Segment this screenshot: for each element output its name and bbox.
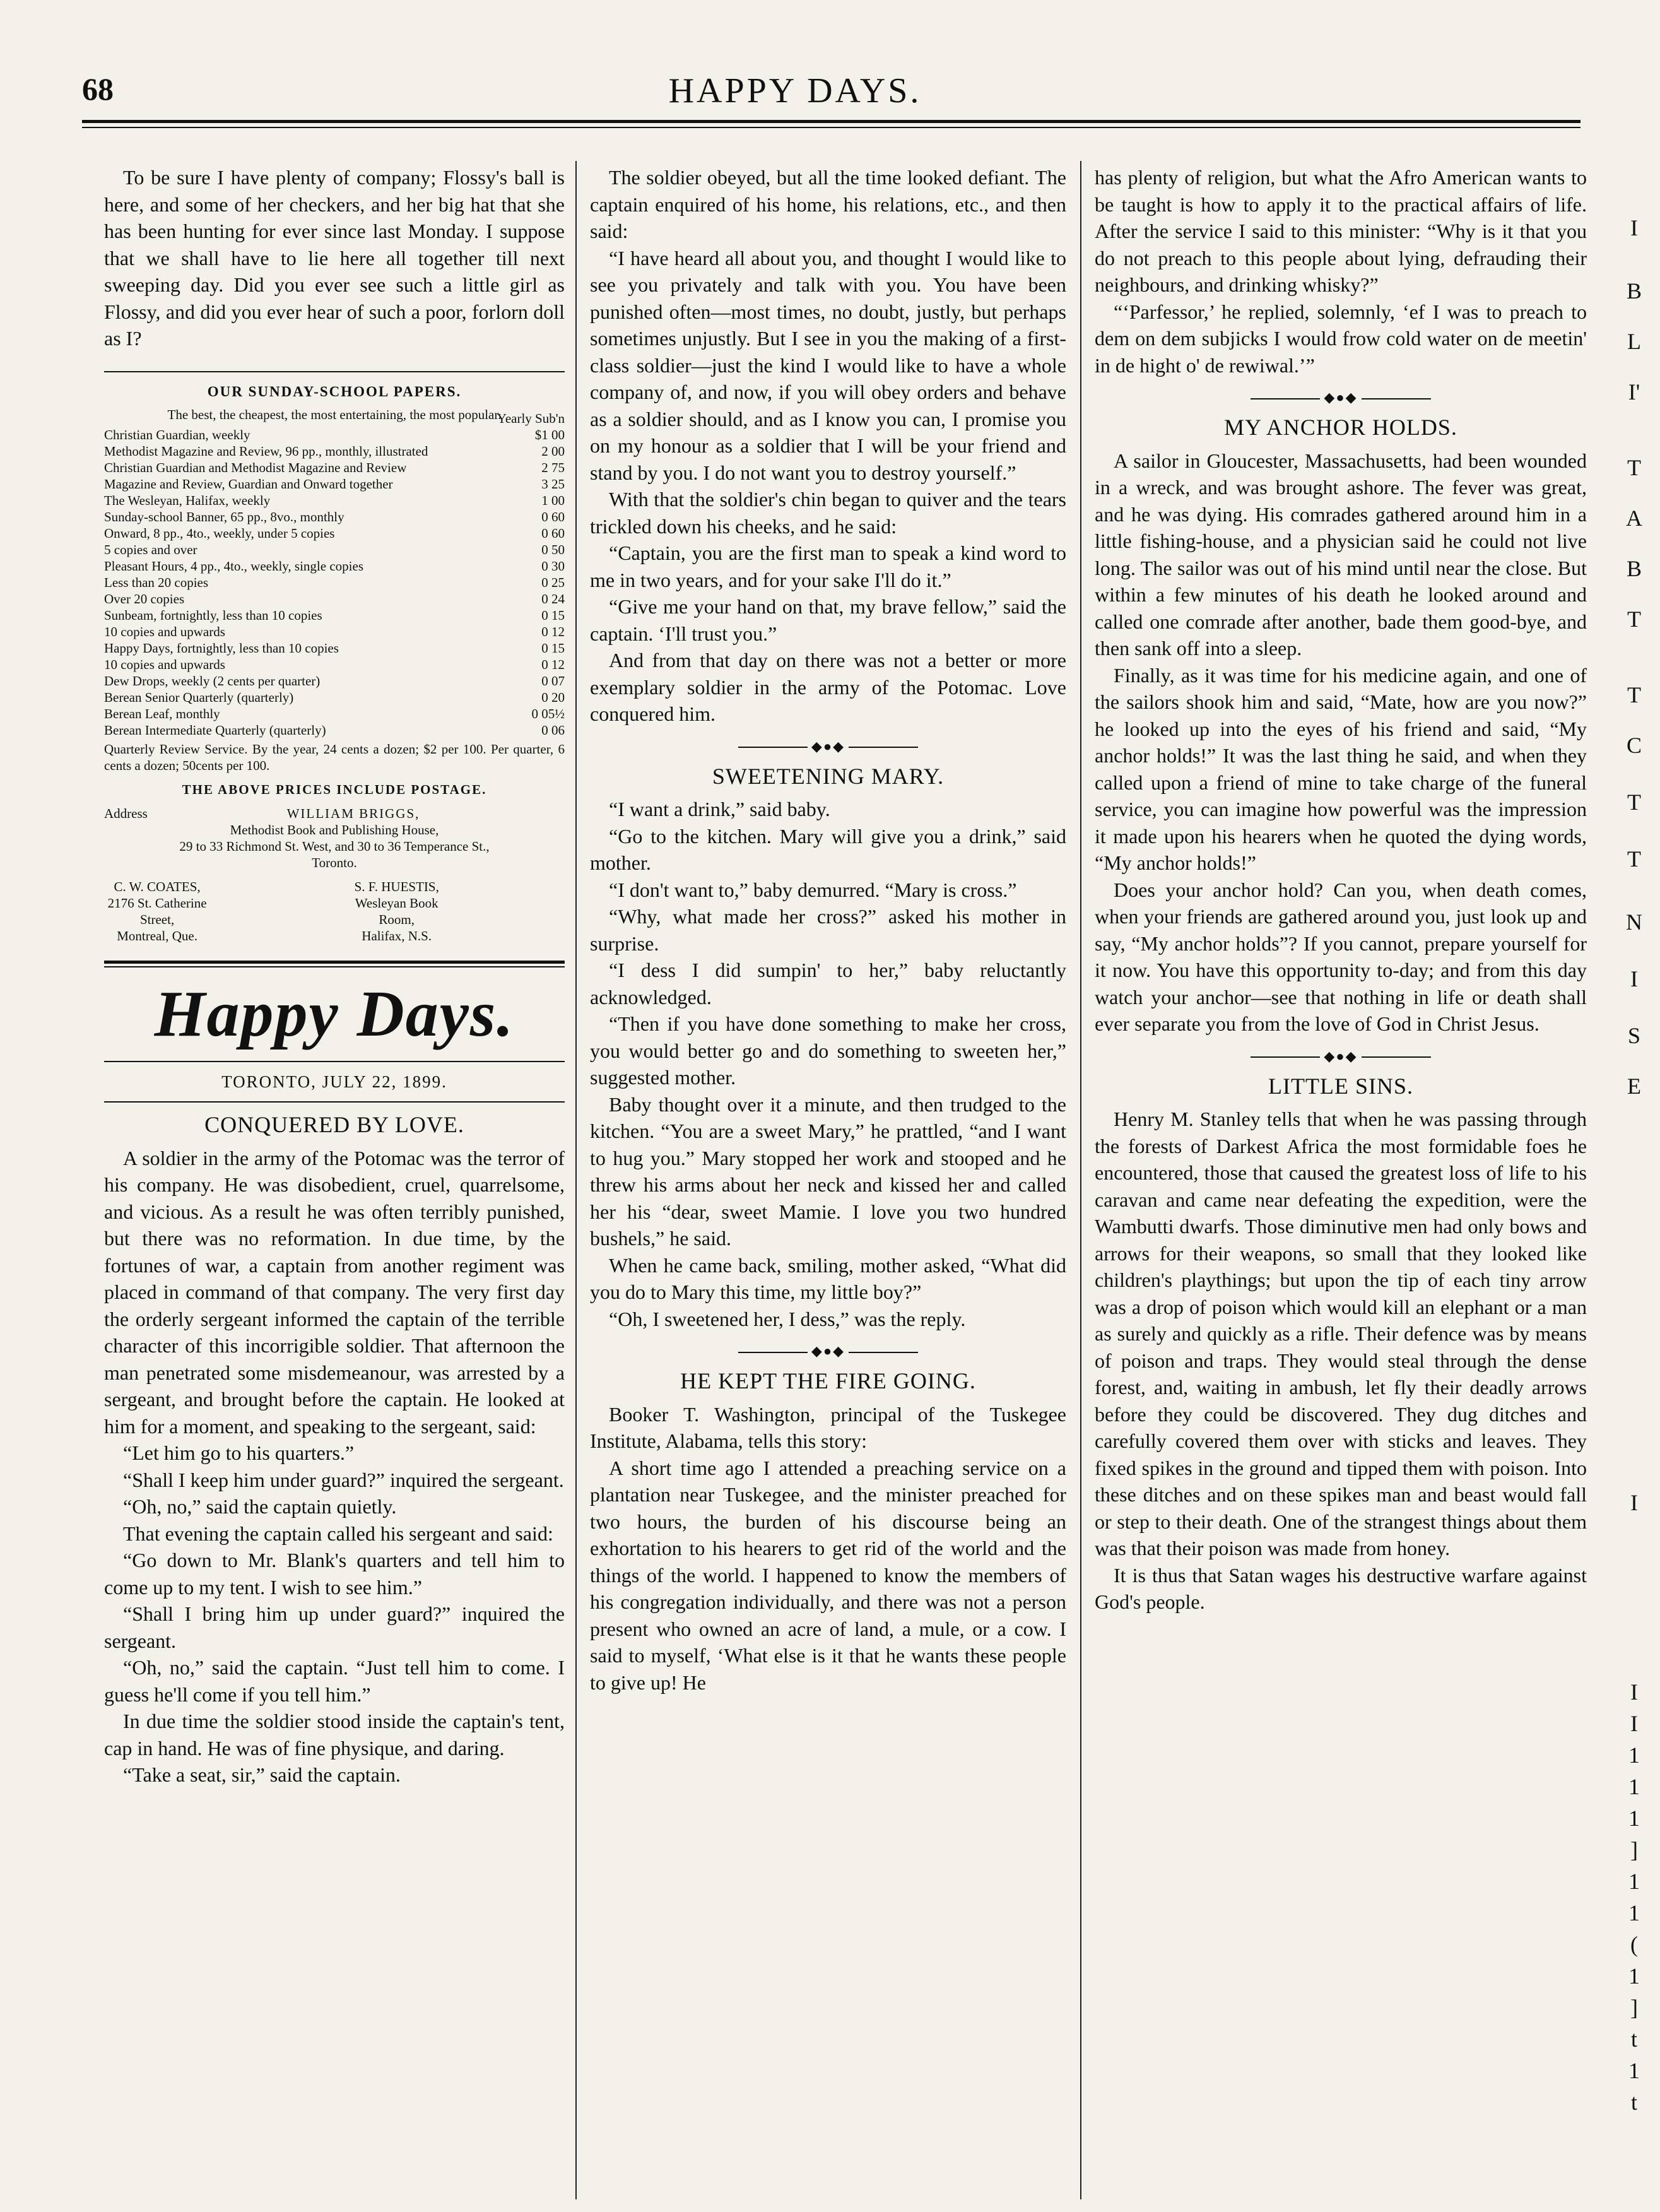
margin-letter: T: [1627, 455, 1641, 480]
paper-price: 0 24: [541, 591, 565, 606]
paper-price: 0 50: [541, 541, 565, 557]
section-divider: ◆●◆: [1095, 1049, 1587, 1064]
margin-letter: I: [1630, 966, 1638, 991]
paper-name: The Wesleyan, Halifax, weekly: [104, 492, 271, 508]
price-row: [104, 624, 565, 640]
paragraph: Finally, as it was time for his medicine again, and one of the sailors shook him and said, “Mate, how are you now?” he looked up into the eyes of his friend and said, “My anchor holds!” It was the last thing he said, and when they called upon a friend of mine to take charge of the funeral service, you can imagine how powerful was the impression it made upon his hearers when he quoted the dying words, “My anchor holds!”: [1095, 663, 1587, 874]
paragraph: Booker T. Washington, principal of the Tuskegee Institute, Alabama, tells this story:: [590, 1402, 1066, 1452]
paragraph: “I want a drink,” said baby.: [609, 798, 830, 820]
paper-name: Less than 20 copies: [104, 574, 209, 590]
price-row: [104, 591, 565, 607]
paper-price: 0 06: [541, 722, 565, 738]
paragraph: “Give me your hand on that, my brave fellow,” said the captain. ‘I'll trust you.”: [590, 595, 1066, 645]
paper-price: 3 25: [541, 476, 565, 492]
paragraph: “I dess I did sumpin' to her,” baby reluctantly acknowledged.: [590, 959, 1066, 1008]
publisher-address: [104, 805, 565, 871]
paragraph: With that the soldier's chin began to quiver and the tears trickled down his cheeks, and he said:: [590, 488, 1066, 538]
margin-letter: ]: [1630, 1995, 1638, 2020]
margin-letter: N: [1626, 909, 1642, 935]
margin-letter: 1: [1628, 1742, 1640, 1768]
paragraph: “Oh, no,” said the captain. “Just tell him to come. I guess he'll come if you tell him.”: [104, 1656, 565, 1706]
paragraph: “I don't want to,” baby demurred. “Mary is cross.”: [609, 878, 1017, 901]
margin-letter: t: [1630, 2090, 1637, 2115]
paragraph: A short time ago I attended a preaching service on a plantation near Tuskegee, and the minister preached for two hours, the burden of his discourse being an exhortation to his hearers to get rid of the world and the things of the world. I happened to know the members of his congregation individually, and there was not a person present who owned an acre of land, a mule, or a cow. I said to myself, ‘What else is it that he wants these people to give up! He: [590, 1456, 1066, 1694]
margin-letter: I': [1628, 379, 1640, 405]
paragraph: It is thus that Satan wages his destructive warfare against God's people.: [1095, 1563, 1587, 1613]
paper-name: Christian Guardian, weekly: [104, 427, 250, 442]
fire-going-title: HE KEPT THE FIRE GOING.: [680, 1368, 976, 1393]
paragraph: “Go to the kitchen. Mary will give you a drink,” said mother.: [590, 824, 1066, 874]
sweetening-mary-title: SWEETENING MARY.: [712, 763, 945, 789]
column-1: [104, 164, 565, 1789]
paper-price: 2 75: [541, 459, 565, 475]
margin-letter: I: [1630, 1679, 1638, 1705]
price-row: [104, 574, 565, 591]
header-rule: [82, 120, 1581, 128]
paragraph: In due time the soldier stood inside the captain's tent, cap in hand. He was of fine physique, and daring.: [104, 1710, 565, 1760]
paper-name: Happy Days, fortnightly, less than 10 copies: [104, 640, 339, 656]
address-label: Address: [104, 805, 148, 821]
paragraph: “Oh, no,” said the captain quietly.: [123, 1495, 397, 1518]
agent-line: Wesleyan Book Room,: [355, 895, 439, 927]
paper-price: 0 25: [541, 574, 565, 590]
agent-line: S. F. HUESTIS,: [354, 878, 439, 894]
margin-letter: (: [1630, 1932, 1638, 1957]
section-divider: ◆●◆: [590, 1344, 1066, 1359]
paper-name: Berean Senior Quarterly (quarterly): [104, 689, 294, 705]
margin-letter: C: [1626, 733, 1642, 758]
address-line: WILLIAM BRIGGS,: [286, 805, 420, 821]
paragraph: “Let him go to his quarters.”: [123, 1441, 355, 1464]
margin-letter: L: [1627, 329, 1641, 354]
paragraph: “Take a seat, sir,” said the captain.: [123, 1763, 401, 1786]
price-row: [104, 476, 565, 492]
paper-price: 0 05½: [531, 706, 565, 721]
price-row: [104, 492, 565, 509]
margin-letter: I: [1630, 1711, 1638, 1736]
paper-name: Sunbeam, fortnightly, less than 10 copies: [104, 607, 322, 623]
paper-name: 5 copies and over: [104, 541, 197, 557]
margin-letter: S: [1627, 1023, 1641, 1048]
conquered-title: CONQUERED BY LOVE.: [204, 1112, 464, 1137]
price-row: [104, 509, 565, 525]
margin-letter: T: [1627, 682, 1641, 707]
price-row: [104, 443, 565, 459]
paper-name: Christian Guardian and Methodist Magazine and Review: [104, 459, 407, 475]
little-sins-title: LITTLE SINS.: [1268, 1073, 1413, 1099]
paper-name: Magazine and Review, Guardian and Onward together: [104, 476, 393, 492]
margin-letter: T: [1627, 790, 1641, 815]
paper-price: 0 15: [541, 640, 565, 656]
margin-letter: A: [1626, 506, 1642, 531]
paragraph: A sailor in Gloucester, Massachusetts, had been wounded in a wreck, and was brought ashore. The fever was great, and he was dying. His comrades gathered around him in a little fishing-house, and a physician said he could not live long. The sailor was out of his mind until near the close. But within a few minutes of his death he looked around and called one comrade after another, bade them good-bye, and then sank off into a sleep.: [1095, 449, 1587, 659]
section-divider: ◆●◆: [590, 739, 1066, 754]
paragraph: Does your anchor hold? Can you, when death comes, when your friends are gathered around you, just look up and say, “My anchor holds”? If you cannot, prepare yourself for it now. You have this opportunity to-day; and from this day watch your anchor—see that nothing in life or death shall ever separate you from the love of God in Christ Jesus.: [1095, 878, 1587, 1035]
paragraph: has plenty of religion, but what the Afro American wants to be taught is how to apply it to the practical affairs of life. After the service I said to this minister: “Why is it that you do not preach to this people about lying, defrauding their neighbours, and drinking whisky?”: [1095, 166, 1587, 296]
price-list: [104, 427, 565, 738]
margin-letter: B: [1626, 556, 1642, 581]
paper-name: 10 copies and upwards: [104, 624, 225, 639]
price-row: [104, 541, 565, 558]
price-row: [104, 706, 565, 722]
agent-line: Montreal, Que.: [117, 928, 197, 943]
paper-price: 0 30: [541, 558, 565, 574]
column-separator: [575, 161, 577, 2199]
papers-yearly-label: Yearly Sub'n: [497, 410, 565, 426]
paper-name: Methodist Magazine and Review, 96 pp., monthly, illustrated: [104, 443, 428, 459]
paragraph: And from that day on there was not a better or more exemplary soldier in the army of the Potomac. Love conquered him.: [590, 649, 1066, 725]
paragraph: “Go down to Mr. Blank's quarters and tell him to come up to my tent. I wish to see him.”: [104, 1549, 565, 1599]
margin-letter: 1: [1628, 1806, 1640, 1831]
conquered-body: [104, 1145, 565, 1789]
price-row: [104, 722, 565, 738]
price-row: [104, 525, 565, 541]
paper-price: 2 00: [541, 443, 565, 459]
papers-title: OUR SUNDAY-SCHOOL PAPERS.: [207, 383, 462, 399]
anchor-holds-title: MY ANCHOR HOLDS.: [1224, 415, 1457, 440]
review-service: Quarterly Review Service. By the year, 24 cents a dozen; $2 per 100. Per quarter, 6 cents a dozen; 50cents per 100.: [104, 741, 565, 773]
paper-price: 0 12: [541, 624, 565, 639]
column-separator: [1080, 161, 1081, 2199]
price-row: [104, 459, 565, 476]
sunday-school-papers: [104, 371, 565, 944]
agents: [104, 878, 565, 944]
paper-price: 0 07: [541, 673, 565, 689]
page-number: 68: [82, 71, 114, 107]
paper-name: 10 copies and upwards: [104, 656, 225, 672]
agent-line: Halifax, N.S.: [362, 928, 432, 943]
paragraph: Baby thought over it a minute, and then trudged to the kitchen. “You are a sweet Mary,” he prattled, “and I want to hug you.” Mary stopped her work and stooped and he threw his arms about her neck and kissed her and called her his “dear, sweet Mamie. I love you two hundred bushels,” he said.: [590, 1092, 1066, 1250]
paper-name: Sunday-school Banner, 65 pp., 8vo., monthly: [104, 509, 344, 524]
margin-letter: 1: [1628, 1963, 1640, 1989]
paragraph: “Shall I keep him under guard?” inquired the sergeant.: [123, 1468, 564, 1491]
price-row: [104, 607, 565, 624]
paragraph: “‘Parfessor,’ he replied, solemnly, ‘ef I was to preach to dem on dem subjicks I would frow cold water on de meetin' in de hight o' de rewiwal.’”: [1095, 300, 1587, 377]
margin-letter: E: [1627, 1073, 1641, 1099]
price-row: [104, 558, 565, 574]
margin-letter: I: [1630, 1490, 1638, 1515]
papers-intro: The best, the cheapest, the most entertaining, the most popular.: [167, 406, 502, 422]
paragraph: “Why, what made her cross?” asked his mother in surprise.: [590, 905, 1066, 955]
address-line: Toronto.: [312, 855, 357, 870]
paper-price: 0 60: [541, 525, 565, 541]
price-row: [104, 427, 565, 443]
paragraph: “Oh, I sweetened her, I dess,” was the reply.: [609, 1307, 966, 1330]
agent-halifax: [344, 878, 565, 944]
margin-letter: 1: [1628, 1869, 1640, 1894]
paragraph: The soldier obeyed, but all the time looked defiant. The captain enquired of his home, his relations, etc., and then said:: [590, 166, 1066, 242]
paragraph: “Captain, you are the first man to speak a kind word to me in two years, and for your sake I'll do it.”: [590, 541, 1066, 591]
paper-name: Onward, 8 pp., 4to., weekly, under 5 copies: [104, 525, 335, 541]
paper-price: 0 20: [541, 689, 565, 705]
paper-price: 1 00: [541, 492, 565, 508]
paragraph: When he came back, smiling, mother asked, “What did you do to Mary this time, my little boy?”: [590, 1253, 1066, 1303]
paper-name: Berean Intermediate Quarterly (quarterly): [104, 722, 326, 738]
margin-letter: 1: [1628, 2058, 1640, 2083]
paragraph: A soldier in the army of the Potomac was the terror of his company. He was disobedient, cruel, quarrelsome, and vicious. As a result he was often terribly punished, but there was no reformation. In due time, by the fortunes of war, a captain from another regiment was placed in command of that company. The very first day the orderly sergeant informed the captain of the terrible character of this incorrigible soldier. That afternoon the man penetrated some misdemeanour, was arrested by a sergeant, and brought before the captain. He looked at him for a moment, and speaking to the sergeant, said:: [104, 1146, 565, 1438]
paragraph: Henry M. Stanley tells that when he was passing through the forests of Darkest Africa the most formidable foes he encountered, those that caused the greatest loss of life to his caravan and came near defeating the expedition, were the Wambutti dwarfs. Those diminutive men had only bows and arrows for their weapons, so small that they looked like children's playthings; but upon the tip of each tiny arrow was a drop of poison which would kill an elephant or a man as surely and quickly as a rifle. Their defence was by means of poison and traps. They would steal through the dense forest, and, waiting in ambush, let fly their deadly arrows before they could be discovered. They dug ditches and carefully covered them over with sticks and leaves. They fixed spikes in the ground and tipped them with poison. Into these ditches and on these spikes man and beast would fall or step to their death. One of the strangest things about them was that their poison was made from honey.: [1095, 1108, 1587, 1559]
margin-letter: 1: [1628, 1774, 1640, 1799]
agent-line: 2176 St. Catherine Street,: [107, 895, 207, 927]
paragraph: “Then if you have done something to make her cross, you would better go and do something to sweeten her,” suggested mother.: [590, 1012, 1066, 1089]
margin-letter: ]: [1630, 1837, 1638, 1862]
paper-name: Dew Drops, weekly (2 cents per quarter): [104, 673, 321, 689]
price-row: [104, 673, 565, 689]
postage-notice: THE ABOVE PRICES INCLUDE POSTAGE.: [182, 781, 487, 797]
masthead: Happy Days.: [154, 977, 515, 1050]
paragraph: That evening the captain called his sergeant and said:: [123, 1522, 553, 1545]
paper-name: Over 20 copies: [104, 591, 185, 606]
column-3: [1095, 164, 1587, 1616]
dateline: TORONTO, JULY 22, 1899.: [104, 1061, 565, 1103]
address-line: 29 to 33 Richmond St. West, and 30 to 36 Temperance St.,: [179, 838, 490, 854]
paper-price: 0 60: [541, 509, 565, 524]
price-row: [104, 689, 565, 706]
paper-price: $1 00: [534, 427, 565, 442]
paper-name: Berean Leaf, monthly: [104, 706, 220, 721]
margin-letter: t: [1630, 2026, 1637, 2052]
masthead-rule: [104, 961, 565, 967]
margin-letter: T: [1627, 606, 1641, 632]
agent-line: C. W. COATES,: [114, 878, 201, 894]
paper-name: Pleasant Hours, 4 pp., 4to., weekly, single copies: [104, 558, 363, 574]
doll-story-ending: To be sure I have plenty of company; Flossy's ball is here, and some of her checkers, and her big hat that she has been hunting for ever since last Monday. I suppose that we shall have to lie here all together till next sweeping day. Did you ever see such a little girl as Flossy, and did you ever hear of such a poor, forlorn doll as I?: [104, 166, 565, 350]
paper-price: 0 15: [541, 607, 565, 623]
paper-price: 0 12: [541, 656, 565, 672]
column-2: [590, 164, 1066, 1696]
paragraph: “Shall I bring him up under guard?” inquired the sergeant.: [104, 1602, 565, 1652]
paragraph: “I have heard all about you, and thought I would like to see you privately and talk with you. You have been punished often—most times, no doubt, justly, but perhaps sometimes unjustly. But I see in you the making of a first-class soldier—just the kind I would like to have a whole company of, and now, if you will obey orders and behave as a soldier should, and as I know you can, I promise you on my honour as a soldier that I will be your friend and stand by you. I do not want you to destroy yourself.”: [590, 246, 1066, 484]
price-row: [104, 640, 565, 656]
margin-letter: T: [1627, 846, 1641, 872]
section-divider: ◆●◆: [1095, 390, 1587, 405]
agent-montreal: [104, 878, 325, 944]
margin-letter: I: [1630, 215, 1638, 240]
margin-letter: B: [1626, 278, 1642, 304]
address-line: Methodist Book and Publishing House,: [230, 822, 439, 837]
price-row: [104, 656, 565, 673]
page-title: HAPPY DAYS.: [668, 71, 922, 110]
margin-letter: 1: [1628, 1900, 1640, 1925]
